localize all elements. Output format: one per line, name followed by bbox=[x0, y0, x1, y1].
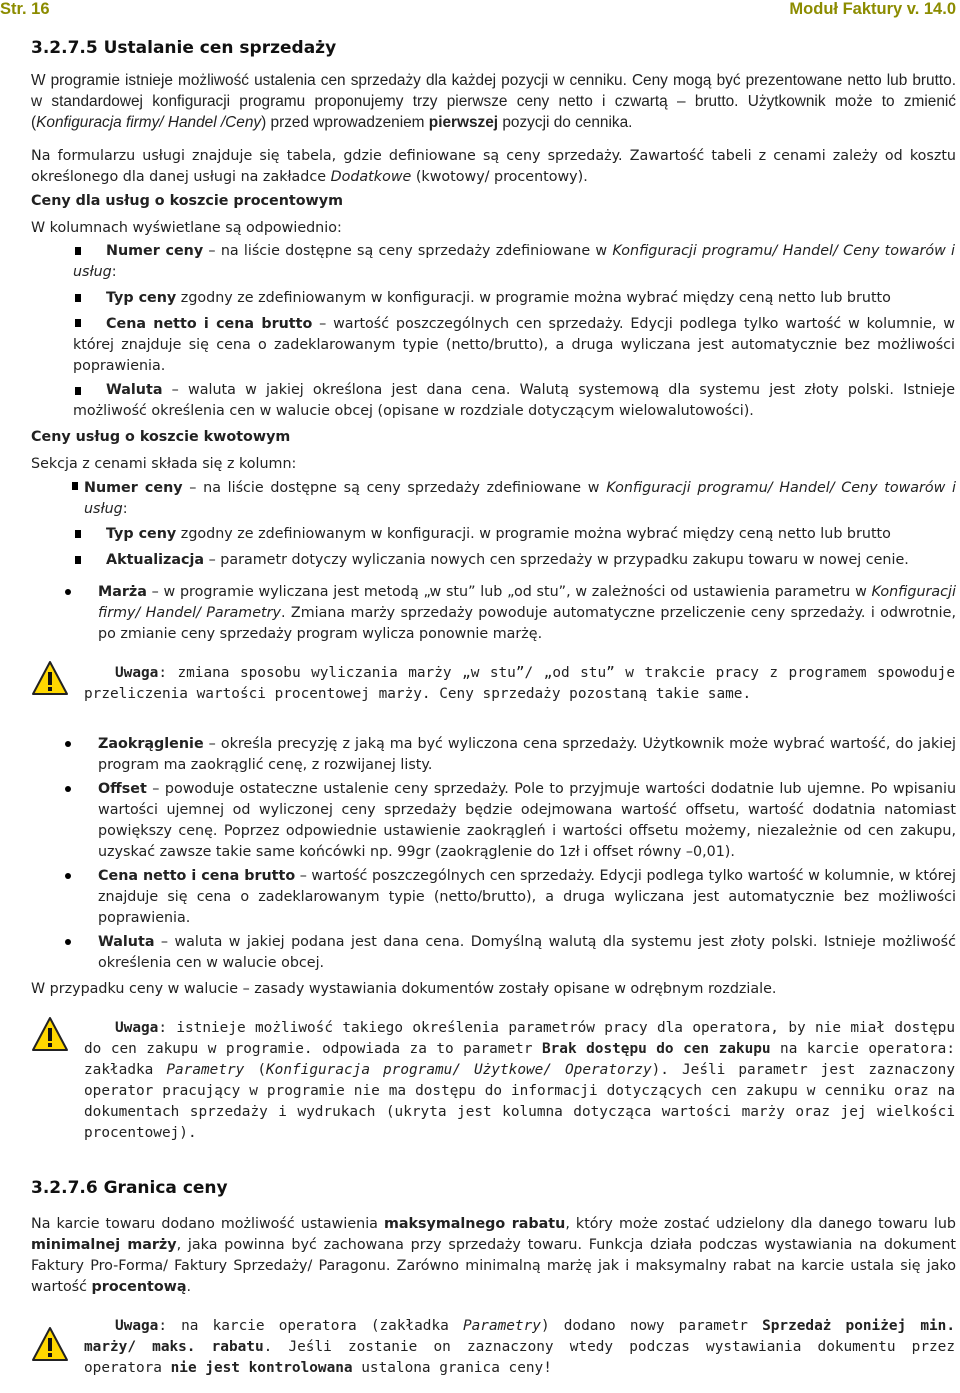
intro-paragraph: W programie istnieje możliwość ustalenia cen sprzedaży dla każdej pozycji w cenniku. Ceny mogą być prezentowane netto lub brutto. w standardowej konfiguracji programu proponujemy trzy pierwsze ceny netto i czwartą – brutto. Użytkownik może to zmienić (Konfiguracja firmy/ Handel /Ceny) przed wprowadzeniem pierwszej pozycji do cennika. bbox=[31, 72, 956, 131]
page-number: Str. 16 bbox=[0, 0, 50, 18]
pct-intro: W kolumnach wyświetlane są odpowiednio: bbox=[31, 220, 342, 236]
note-marza: Uwaga: zmiana sposobu wyliczania marży „w stu”/ „od stu” w trakcie pracy z programem spowoduje przeliczenia wartości procentowej marży. Ceny sprzedaży pozostaną takie same. bbox=[84, 665, 955, 702]
warning-icon bbox=[31, 1016, 69, 1054]
note-operator: Uwaga: istnieje możliwość takiego określenia parametrów pracy dla operatora, by nie miał dostępu do cen zakupu w programie. odpowiada za to parametr Brak dostępu do cen zakupu na karcie operatora: zakładka Parametry (Konfiguracja programu/ Użytkowe/ Operatorzy). Jeśli parametr jest zaznaczony operator pracujący w programie nie ma dostępu do informacji dotyczących cen zakupu w cenniku oraz na dokumentach sprzedaży i wydrukach (ukryta jest kolumna dotycząca wartości marży oraz jej wielkości procentowej). bbox=[84, 1020, 955, 1141]
warning-icon bbox=[31, 1326, 69, 1364]
list-item: Offset – powoduje ostateczne ustalenie ceny sprzedaży. Pole to przyjmuje wartości dodatnie lub ujemne. Po wpisaniu wartości ujemnej od wyliczonej ceny sprzedaży będzie odejmowana wartość offsetu, wartość dodatnia natomiast powiększy cenę. Poprzez odpowiednie ustawienie zaokrągleń i wartości offsetu możemy, niezależnie od cen zakupu, uzyskać zawsze takie same końcówki np. 99gr (zaokrąglenie do 1zł i offset równy –0,01). bbox=[98, 781, 956, 860]
section-title-3-2-7-6: 3.2.7.6 Granica ceny bbox=[31, 1178, 228, 1198]
bullet-dot bbox=[65, 786, 71, 792]
bullet-square bbox=[75, 530, 81, 538]
bullet-square bbox=[75, 294, 81, 302]
bullet-dot bbox=[65, 939, 71, 945]
list-item: Cena netto i cena brutto – wartość poszczególnych cen sprzedaży. Edycji podlega tylko wartość w kolumnie, w której znajduje się cena o zadeklarowanym typie (netto/brutto), a druga wyliczana jest automatycznie bez możliwości poprawienia. bbox=[73, 316, 955, 374]
form-paragraph: Na formularzu usługi znajduje się tabela, gdzie definiowane są ceny sprzedaży. Zawartość tabeli z cenami zależy od kosztu określonego dla danej usługi na zakładce Dodatkowe (kwotowy/ procentowy). bbox=[31, 148, 956, 185]
bullet-square bbox=[72, 482, 78, 490]
list-item: Waluta – waluta w jakiej podana jest dana cena. Domyślną walutą dla systemu jest złoty polski. Istnieje możliwość określenia cen w walucie obcej. bbox=[98, 934, 956, 971]
list-item: Zaokrąglenie – określa precyzję z jaką ma być wyliczona cena sprzedaży. Użytkownik może wybrać wartość, do jakiej program ma zaokrąglić cenę, z rozwijanej listy. bbox=[98, 736, 956, 773]
note-granica: Uwaga: na karcie operatora (zakładka Parametry) dodano nowy parametr Sprzedaż poniżej min. marży/ maks. rabatu. Jeśli zostanie on zaznaczony wtedy podczas wystawiania dokumentu przez operatora nie jest kontrolowana ustalona granica ceny! bbox=[84, 1318, 955, 1376]
list-item: Aktualizacja – parametr dotyczy wyliczania nowych cen sprzedaży w przypadku zakupu towaru w nowej cenie. bbox=[106, 552, 909, 568]
kw-intro: Sekcja z cenami składa się z kolumn: bbox=[31, 456, 297, 472]
list-item: Waluta – waluta w jakiej określona jest dana cena. Walutą systemową dla systemu jest złoty polski. Istnieje możliwość określenia cen w walucie obcej (opisane w rozdziale dotyczącym wielowalutowości). bbox=[73, 382, 955, 419]
section-title-3-2-7-5: 3.2.7.5 Ustalanie cen sprzedaży bbox=[31, 38, 337, 58]
module-title: Moduł Faktury v. 14.0 bbox=[789, 0, 956, 18]
kw-heading: Ceny usług o koszcie kwotowym bbox=[31, 429, 291, 445]
pct-heading: Ceny dla usług o koszcie procentowym bbox=[31, 193, 343, 209]
bullet-square bbox=[75, 556, 81, 564]
bullet-dot bbox=[65, 741, 71, 747]
list-item: Numer ceny – na liście dostępne są ceny sprzedaży zdefiniowane w Konfiguracji programu/ Handel/ Ceny towarów i usług: bbox=[84, 480, 957, 517]
warning-icon bbox=[31, 660, 69, 698]
waluta-paragraph: W przypadku ceny w walucie – zasady wystawiania dokumentów zostały opisane w odrębnym rozdziale. bbox=[31, 981, 777, 997]
list-item: Cena netto i cena brutto – wartość poszczególnych cen sprzedaży. Edycji podlega tylko wartość w kolumnie, w której znajduje się cena o zadeklarowanym typie (netto/brutto), a druga wyliczana jest automatycznie bez możliwości poprawienia. bbox=[98, 868, 957, 926]
granica-paragraph: Na karcie towaru dodano możliwość ustawienia maksymalnego rabatu, który może zostać udzielony dla danego towaru lub minimalnej marży, jaka powinna być zachowana przy sprzedaży towaru. Funkcja działa podczas wystawiania na dokument Faktury Pro-Forma/ Faktury Sprzedaży/ Paragonu. Zarówno minimalną marżę jak i maksymalny rabat na karcie ustala się jako wartość procentową. bbox=[31, 1216, 957, 1295]
bullet-dot bbox=[65, 589, 71, 595]
list-item: Numer ceny – na liście dostępne są ceny sprzedaży zdefiniowane w Konfiguracji programu/ Handel/ Ceny towarów i usług: bbox=[73, 243, 956, 280]
list-item: Typ ceny zgodny ze zdefiniowanym w konfiguracji. w programie można wybrać między ceną netto lub brutto bbox=[106, 290, 891, 306]
list-item: Typ ceny zgodny ze zdefiniowanym w konfiguracji. w programie można wybrać między ceną netto lub brutto bbox=[106, 526, 891, 542]
list-item: Marża – w programie wyliczana jest metodą „w stu” lub „od stu”, w zależności od ustawienia parametru w Konfiguracji firmy/ Handel/ Parametry. Zmiana marży sprzedaży powoduje automatyczne przeliczenie ceny sprzedaży. i odwrotnie, po zmianie ceny sprzedaży program wylicza ponownie marżę. bbox=[98, 584, 956, 642]
bullet-dot bbox=[65, 873, 71, 879]
